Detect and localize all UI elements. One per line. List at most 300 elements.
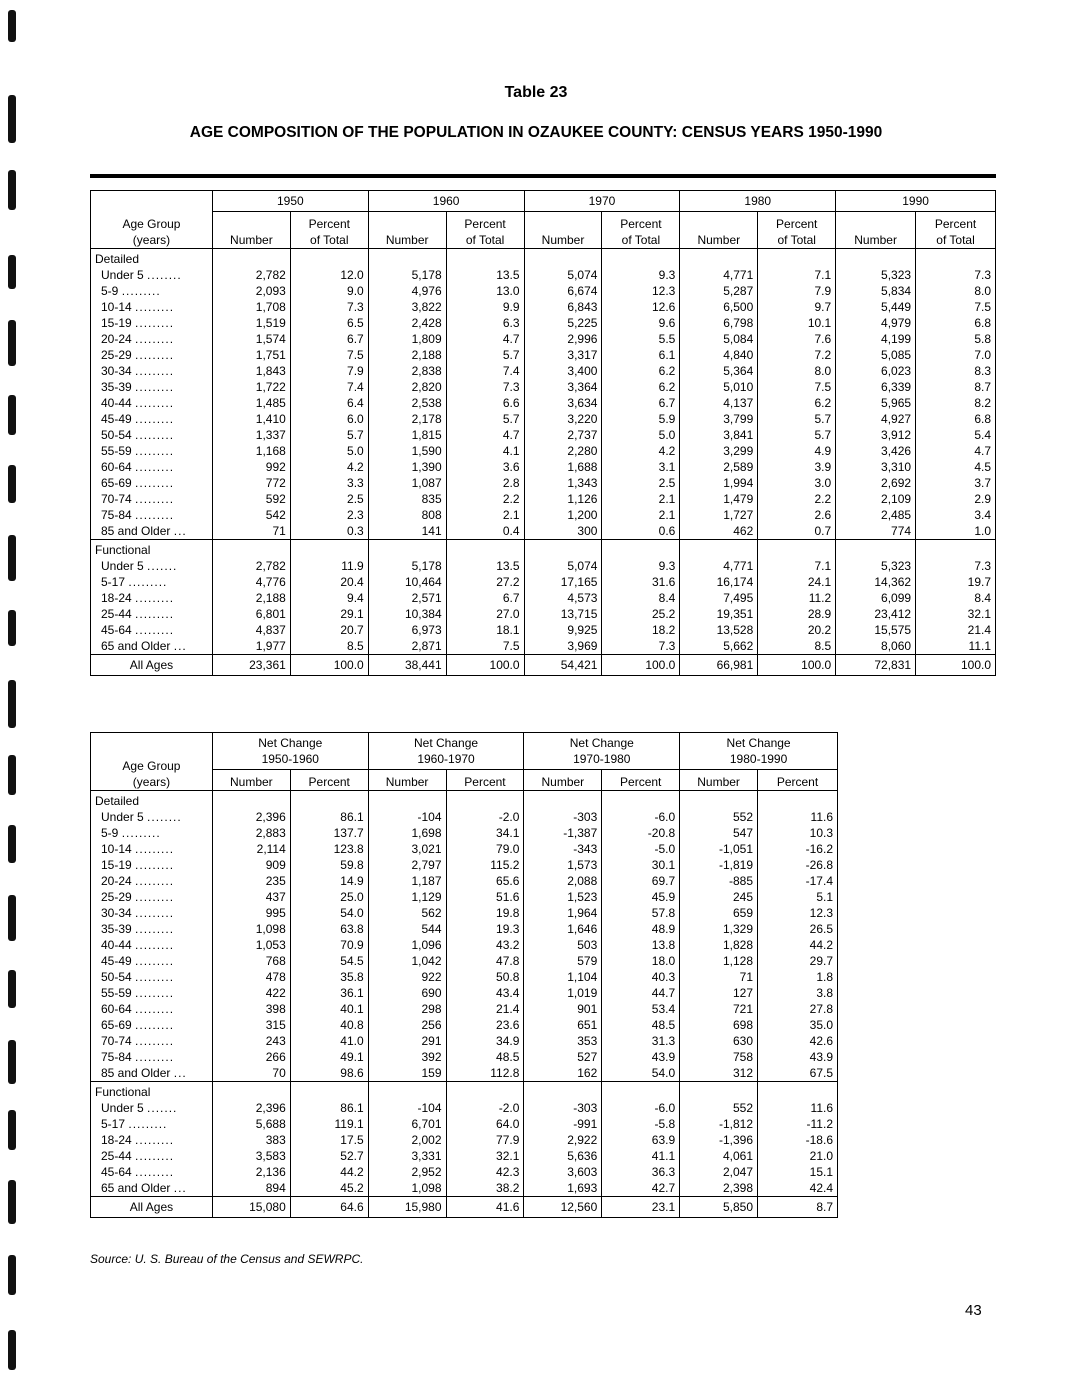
value-cell: 256: [368, 1017, 446, 1033]
table-row: [91, 1148, 838, 1164]
value-cell: -104: [368, 809, 446, 825]
value-cell: 5.5: [602, 331, 680, 347]
row-label: [91, 921, 213, 937]
value-cell: 42.6: [758, 1033, 838, 1049]
value-cell: 6,798: [680, 315, 758, 331]
value-cell: 3,799: [680, 411, 758, 427]
empty-cell: [602, 540, 680, 559]
value-cell: 5.7: [758, 411, 836, 427]
table-title: AGE COMPOSITION OF THE POPULATION IN OZAUKEE COUNTY: CENSUS YEARS 1950-1990: [189, 124, 883, 141]
age-label: 35-39: [101, 380, 132, 394]
age-label: 10-14: [101, 300, 132, 314]
value-cell: 1,168: [212, 443, 290, 459]
value-cell: 7.3: [916, 558, 996, 574]
value-cell: 2.5: [602, 475, 680, 491]
value-cell: 12.0: [290, 267, 368, 283]
value-cell: 437: [212, 889, 290, 905]
header-line: Age Group: [122, 759, 181, 773]
table-row: [91, 347, 996, 363]
table-row: [91, 857, 838, 873]
leader-dots: .........: [135, 492, 175, 506]
empty-cell: [758, 540, 836, 559]
header-line: Number: [385, 233, 429, 247]
value-cell: 14.9: [290, 873, 368, 889]
value-cell: 44.2: [290, 1164, 368, 1180]
value-cell: 7.1: [758, 267, 836, 283]
leader-dots: .........: [135, 970, 175, 984]
value-cell: -5.0: [602, 841, 680, 857]
value-cell: 2,952: [368, 1164, 446, 1180]
empty-cell: [446, 540, 524, 559]
value-cell: 7.0: [916, 347, 996, 363]
value-cell: 5.7: [446, 411, 524, 427]
value-cell: 16,174: [680, 574, 758, 590]
value-cell: 1,019: [524, 985, 602, 1001]
value-cell: 29.7: [758, 953, 838, 969]
value-cell: 3,400: [524, 363, 602, 379]
table-row: [91, 953, 838, 969]
value-cell: 1,479: [680, 491, 758, 507]
header-line: Percent: [620, 217, 662, 231]
value-cell: 19.7: [916, 574, 996, 590]
value-cell: 71: [212, 523, 290, 540]
value-cell: 592: [212, 491, 290, 507]
value-cell: 6,843: [524, 299, 602, 315]
row-label: [91, 1116, 213, 1132]
value-cell: 995: [212, 905, 290, 921]
column-header: [212, 212, 290, 249]
header-line: 1960-1970: [417, 752, 475, 766]
age-label: 55-59: [101, 986, 132, 1000]
value-cell: 1,485: [212, 395, 290, 411]
empty-cell: [524, 1082, 602, 1101]
value-cell: 4,776: [212, 574, 290, 590]
value-cell: 1,390: [368, 459, 446, 475]
value-cell: 1,523: [524, 889, 602, 905]
value-cell: 25.0: [290, 889, 368, 905]
net-change-table: [90, 732, 838, 1218]
value-cell: 6,099: [836, 590, 916, 606]
total-value: 41.6: [446, 1197, 524, 1218]
value-cell: 4.9: [758, 443, 836, 459]
value-cell: 57.8: [602, 905, 680, 921]
row-label: [91, 1148, 213, 1164]
row-label: [91, 491, 213, 507]
table-row: [91, 1065, 838, 1082]
value-cell: 1,722: [212, 379, 290, 395]
row-label: [91, 574, 213, 590]
table-row: [91, 1049, 838, 1065]
value-cell: 9.0: [290, 283, 368, 299]
value-cell: 266: [212, 1049, 290, 1065]
value-cell: 3,634: [524, 395, 602, 411]
total-value: 72,831: [836, 655, 916, 676]
value-cell: 9.9: [446, 299, 524, 315]
value-cell: 1,828: [680, 937, 758, 953]
value-cell: 2,922: [524, 1132, 602, 1148]
empty-cell: [524, 791, 602, 810]
value-cell: 1,727: [680, 507, 758, 523]
value-cell: 1,096: [368, 937, 446, 953]
value-cell: -303: [524, 1100, 602, 1116]
column-header: Percent: [290, 770, 368, 791]
value-cell: 17,165: [524, 574, 602, 590]
empty-cell: [290, 540, 368, 559]
value-cell: 4.7: [446, 427, 524, 443]
value-cell: 659: [680, 905, 758, 921]
table-row: [91, 491, 996, 507]
age-label: 18-24: [101, 1133, 132, 1147]
value-cell: -1,387: [524, 825, 602, 841]
age-label: 70-74: [101, 492, 132, 506]
value-cell: 13.5: [446, 558, 524, 574]
value-cell: 235: [212, 873, 290, 889]
header-line: of Total: [310, 233, 349, 247]
value-cell: 527: [524, 1049, 602, 1065]
value-cell: 8.5: [290, 638, 368, 655]
value-cell: 1,573: [524, 857, 602, 873]
row-label: [91, 523, 213, 540]
age-label: 70-74: [101, 1034, 132, 1048]
value-cell: 7.3: [446, 379, 524, 395]
row-label: [91, 1100, 213, 1116]
header-line: of Total: [936, 233, 975, 247]
value-cell: 32.1: [446, 1148, 524, 1164]
empty-cell: [368, 540, 446, 559]
value-cell: 23,412: [836, 606, 916, 622]
age-label: Under 5: [101, 268, 144, 282]
table-row: [91, 969, 838, 985]
value-cell: 5.8: [916, 331, 996, 347]
value-cell: 8.0: [758, 363, 836, 379]
total-value: 8.7: [758, 1197, 838, 1218]
empty-cell: [758, 249, 836, 268]
leader-dots: .........: [135, 986, 175, 1000]
value-cell: 1,098: [368, 1180, 446, 1197]
table-row: [91, 283, 996, 299]
value-cell: 47.8: [446, 953, 524, 969]
row-label: [91, 809, 213, 825]
value-cell: 127: [680, 985, 758, 1001]
value-cell: 721: [680, 1001, 758, 1017]
value-cell: -1,396: [680, 1132, 758, 1148]
value-cell: 1.8: [758, 969, 838, 985]
value-cell: 1,698: [368, 825, 446, 841]
value-cell: 1,809: [368, 331, 446, 347]
value-cell: 64.0: [446, 1116, 524, 1132]
value-cell: 3,841: [680, 427, 758, 443]
row-label: [91, 1164, 213, 1180]
header-line: 1980-1990: [729, 752, 788, 766]
value-cell: 5.7: [290, 427, 368, 443]
value-cell: 7.5: [758, 379, 836, 395]
value-cell: 40.1: [290, 1001, 368, 1017]
value-cell: 808: [368, 507, 446, 523]
value-cell: 21.4: [446, 1001, 524, 1017]
value-cell: 547: [680, 825, 758, 841]
value-cell: 1,410: [212, 411, 290, 427]
row-label: [91, 937, 213, 953]
value-cell: 4.7: [916, 443, 996, 459]
value-cell: 383: [212, 1132, 290, 1148]
value-cell: 3.3: [290, 475, 368, 491]
leader-dots: .........: [135, 460, 175, 474]
header-line: Age Group: [122, 217, 181, 231]
value-cell: 1,053: [212, 937, 290, 953]
value-cell: 422: [212, 985, 290, 1001]
value-cell: 3,317: [524, 347, 602, 363]
age-label: 5-17: [101, 575, 126, 589]
total-value: 15,080: [212, 1197, 290, 1218]
value-cell: 41.0: [290, 1033, 368, 1049]
header-line: of Total: [465, 233, 505, 247]
value-cell: 2,589: [680, 459, 758, 475]
column-header: [836, 212, 916, 249]
value-cell: -6.0: [602, 1100, 680, 1116]
age-label: 85 and Older: [101, 1066, 171, 1080]
value-cell: 141: [368, 523, 446, 540]
age-label: 40-44: [101, 396, 132, 410]
age-label: 65 and Older: [101, 639, 171, 653]
total-row: [91, 1197, 838, 1218]
row-label: [91, 590, 213, 606]
value-cell: 3.1: [602, 459, 680, 475]
value-cell: 7.6: [758, 331, 836, 347]
header-line: Number: [541, 233, 585, 247]
value-cell: 1,590: [368, 443, 446, 459]
value-cell: 30.1: [602, 857, 680, 873]
value-cell: 27.8: [758, 1001, 838, 1017]
header-row-sub: [91, 212, 996, 249]
table-row: [91, 1001, 838, 1017]
value-cell: 10.3: [758, 825, 838, 841]
value-cell: 35.0: [758, 1017, 838, 1033]
leader-dots: .........: [135, 412, 175, 426]
value-cell: 2,178: [368, 411, 446, 427]
value-cell: 2,093: [212, 283, 290, 299]
table-row: [91, 379, 996, 395]
empty-cell: [212, 1082, 290, 1101]
empty-cell: [368, 1082, 446, 1101]
table-row: [91, 1180, 838, 1197]
value-cell: 21.0: [758, 1148, 838, 1164]
value-cell: 3,426: [836, 443, 916, 459]
value-cell: 5,085: [836, 347, 916, 363]
value-cell: 3,583: [212, 1148, 290, 1164]
row-label: [91, 638, 213, 655]
value-cell: 8,060: [836, 638, 916, 655]
age-label: 45-64: [101, 623, 132, 637]
value-cell: 13.5: [446, 267, 524, 283]
row-label: [91, 606, 213, 622]
value-cell: 2.2: [446, 491, 524, 507]
table-row: [91, 523, 996, 540]
table-row: [91, 558, 996, 574]
value-cell: 9.6: [602, 315, 680, 331]
value-cell: 112.8: [446, 1065, 524, 1082]
value-cell: 2,136: [212, 1164, 290, 1180]
age-label: 65 and Older: [101, 1181, 171, 1195]
page-number: 43: [965, 1302, 982, 1319]
value-cell: 768: [212, 953, 290, 969]
row-label: [91, 379, 213, 395]
value-cell: 6.7: [446, 590, 524, 606]
value-cell: 53.4: [602, 1001, 680, 1017]
column-header: [602, 212, 680, 249]
value-cell: 2.8: [446, 475, 524, 491]
value-cell: 48.9: [602, 921, 680, 937]
value-cell: 2,797: [368, 857, 446, 873]
table-row: [91, 1100, 838, 1116]
value-cell: 3,969: [524, 638, 602, 655]
table-row: [91, 985, 838, 1001]
age-label: 20-24: [101, 332, 132, 346]
leader-dots: ........: [147, 810, 182, 824]
header-line: Number: [697, 233, 741, 247]
value-cell: 1,815: [368, 427, 446, 443]
leader-dots: .........: [135, 922, 175, 936]
value-cell: 19,351: [680, 606, 758, 622]
leader-dots: .........: [135, 444, 175, 458]
value-cell: 3,220: [524, 411, 602, 427]
value-cell: 2,396: [212, 809, 290, 825]
empty-cell: [916, 249, 996, 268]
value-cell: 2.1: [446, 507, 524, 523]
total-value: 66,981: [680, 655, 758, 676]
leader-dots: .......: [147, 559, 178, 573]
value-cell: 4,927: [836, 411, 916, 427]
age-label: 55-59: [101, 444, 132, 458]
header-line: Percent: [464, 217, 506, 231]
year-group-header: [680, 733, 838, 770]
value-cell: 894: [212, 1180, 290, 1197]
value-cell: 43.9: [758, 1049, 838, 1065]
year-group-header: 1970: [524, 191, 680, 212]
row-label: [91, 873, 213, 889]
value-cell: 86.1: [290, 1100, 368, 1116]
value-cell: 698: [680, 1017, 758, 1033]
value-cell: 245: [680, 889, 758, 905]
total-value: 23,361: [212, 655, 290, 676]
value-cell: 42.3: [446, 1164, 524, 1180]
value-cell: 2,485: [836, 507, 916, 523]
value-cell: 3.4: [916, 507, 996, 523]
value-cell: -17.4: [758, 873, 838, 889]
year-group-header: 1960: [368, 191, 524, 212]
column-header: [524, 212, 602, 249]
value-cell: 18.2: [602, 622, 680, 638]
row-label: [91, 315, 213, 331]
value-cell: 13,715: [524, 606, 602, 622]
age-group-header: [91, 733, 213, 791]
value-cell: 137.7: [290, 825, 368, 841]
value-cell: 3.0: [758, 475, 836, 491]
age-label: 60-64: [101, 1002, 132, 1016]
value-cell: -5.8: [602, 1116, 680, 1132]
value-cell: 12.3: [758, 905, 838, 921]
value-cell: 4.7: [446, 331, 524, 347]
value-cell: 5,965: [836, 395, 916, 411]
value-cell: 45.2: [290, 1180, 368, 1197]
age-label: 50-54: [101, 970, 132, 984]
table-row: [91, 331, 996, 347]
value-cell: 5,010: [680, 379, 758, 395]
empty-cell: [602, 1082, 680, 1101]
value-cell: 1,688: [524, 459, 602, 475]
empty-cell: [524, 249, 602, 268]
value-cell: 315: [212, 1017, 290, 1033]
value-cell: 6.3: [446, 315, 524, 331]
value-cell: 503: [524, 937, 602, 953]
row-label: [91, 985, 213, 1001]
value-cell: 2,280: [524, 443, 602, 459]
value-cell: 2,571: [368, 590, 446, 606]
value-cell: 8.3: [916, 363, 996, 379]
row-label: [91, 395, 213, 411]
leader-dots: .........: [135, 348, 175, 362]
value-cell: 298: [368, 1001, 446, 1017]
header-line: Number: [230, 233, 273, 247]
empty-cell: [680, 1082, 758, 1101]
value-cell: 1,843: [212, 363, 290, 379]
value-cell: 7.9: [758, 283, 836, 299]
table-row: [91, 411, 996, 427]
row-label: [91, 267, 213, 283]
value-cell: 5,636: [524, 1148, 602, 1164]
value-cell: 65.6: [446, 873, 524, 889]
leader-dots: .........: [135, 396, 175, 410]
leader-dots: ...: [173, 639, 187, 653]
year-group-header: 1980: [680, 191, 836, 212]
row-label: [91, 299, 213, 315]
value-cell: 5.0: [602, 427, 680, 443]
empty-cell: [680, 249, 758, 268]
value-cell: -991: [524, 1116, 602, 1132]
value-cell: 13,528: [680, 622, 758, 638]
table-row: [91, 315, 996, 331]
age-label: 75-84: [101, 1050, 132, 1064]
leader-dots: .........: [135, 954, 175, 968]
value-cell: 4,771: [680, 267, 758, 283]
value-cell: 162: [524, 1065, 602, 1082]
total-label: All Ages: [91, 1197, 213, 1218]
value-cell: 0.4: [446, 523, 524, 540]
age-label: 45-49: [101, 412, 132, 426]
leader-dots: .........: [135, 607, 175, 621]
column-header: [916, 212, 996, 249]
value-cell: -6.0: [602, 809, 680, 825]
leader-dots: .........: [135, 300, 175, 314]
value-cell: 17.5: [290, 1132, 368, 1148]
row-label: [91, 363, 213, 379]
row-label: [91, 411, 213, 427]
age-label: 65-69: [101, 1018, 132, 1032]
value-cell: 70.9: [290, 937, 368, 953]
value-cell: 9.4: [290, 590, 368, 606]
value-cell: 43.2: [446, 937, 524, 953]
age-label: 18-24: [101, 591, 132, 605]
value-cell: 4,771: [680, 558, 758, 574]
row-label: [91, 558, 213, 574]
value-cell: 19.3: [446, 921, 524, 937]
leader-dots: .........: [135, 591, 175, 605]
value-cell: 2,047: [680, 1164, 758, 1180]
binding-marks: [0, 0, 22, 1380]
table-row: [91, 1164, 838, 1180]
value-cell: 2,398: [680, 1180, 758, 1197]
empty-cell: [602, 791, 680, 810]
header-line: Percent: [934, 217, 977, 231]
